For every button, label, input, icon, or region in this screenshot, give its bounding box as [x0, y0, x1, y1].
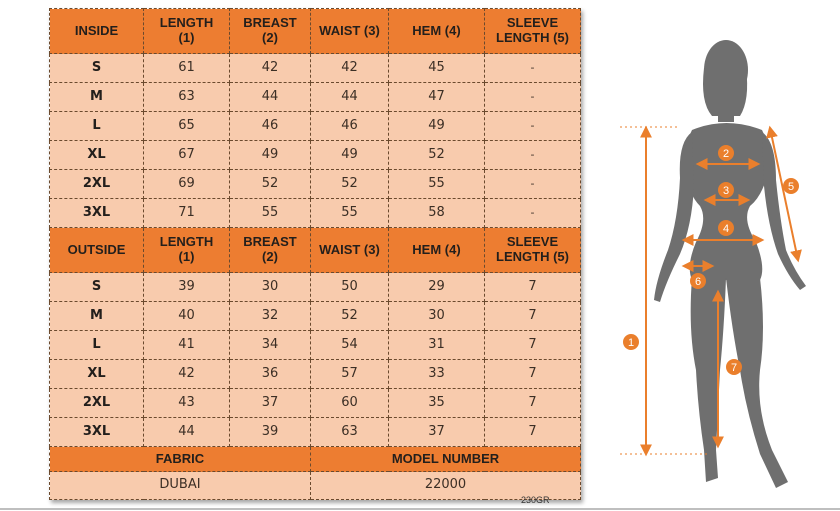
inside-value-cell: -	[485, 141, 581, 170]
size-chart-table	[49, 8, 581, 500]
outside-value-cell: 52	[311, 302, 389, 331]
outside-value-cell: 29	[389, 273, 485, 302]
marker-6	[690, 273, 706, 289]
inside-size-cell: M	[50, 83, 144, 112]
outside-value-cell: 39	[144, 273, 230, 302]
inside-value-cell: 45	[389, 54, 485, 83]
footer-value-row	[50, 472, 581, 500]
inside-size-cell: 2XL	[50, 170, 144, 199]
inside-value-cell: 55	[230, 199, 311, 228]
marker-2	[718, 145, 734, 161]
inside-value-cell: 44	[230, 83, 311, 112]
inside-header-cell: BREAST (2)	[230, 9, 311, 54]
svg-text:6: 6	[694, 276, 702, 288]
inside-value-cell: 55	[311, 199, 389, 228]
outside-value-cell: 43	[144, 389, 230, 418]
outside-value-cell: 7	[485, 331, 581, 360]
model-number-label: MODEL NUMBER	[311, 447, 581, 472]
inside-section	[50, 9, 581, 228]
outside-header-cell: LENGTH (1)	[144, 228, 230, 273]
outside-value-cell: 31	[389, 331, 485, 360]
outside-value-cell: 7	[485, 273, 581, 302]
inside-value-cell: 52	[389, 141, 485, 170]
inside-value-cell: 63	[144, 83, 230, 112]
outside-value-cell: 7	[485, 360, 581, 389]
outside-value-cell: 34	[230, 331, 311, 360]
outside-value-cell: 36	[230, 360, 311, 389]
outside-header-row	[50, 228, 581, 273]
outside-value-cell: 30	[389, 302, 485, 331]
outside-size-cell: XL	[50, 360, 144, 389]
inside-table-row	[50, 54, 581, 83]
outside-table-row	[50, 302, 581, 331]
outside-value-cell: 37	[230, 389, 311, 418]
inside-size-cell: S	[50, 54, 144, 83]
marker-1	[623, 334, 639, 350]
inside-value-cell: 46	[311, 112, 389, 141]
outside-value-cell: 44	[144, 418, 230, 447]
outside-value-cell: 7	[485, 389, 581, 418]
inside-header-cell: SLEEVE LENGTH (5)	[485, 9, 581, 54]
outside-value-cell: 39	[230, 418, 311, 447]
outside-header-cell: SLEEVE LENGTH (5)	[485, 228, 581, 273]
outside-size-cell: M	[50, 302, 144, 331]
inside-value-cell: 42	[230, 54, 311, 83]
svg-text:2: 2	[722, 148, 730, 160]
inside-table-row	[50, 141, 581, 170]
footer-header-row	[50, 447, 581, 472]
marker-5	[783, 178, 799, 194]
outside-header-cell: HEM (4)	[389, 228, 485, 273]
outside-value-cell: 7	[485, 418, 581, 447]
inside-value-cell: 52	[230, 170, 311, 199]
inside-value-cell: 49	[389, 112, 485, 141]
inside-size-cell: 3XL	[50, 199, 144, 228]
inside-value-cell: 65	[144, 112, 230, 141]
outside-value-cell: 41	[144, 331, 230, 360]
bottom-divider	[0, 508, 840, 510]
model-number-value: 22000	[311, 472, 581, 500]
outside-value-cell: 30	[230, 273, 311, 302]
outside-size-cell: L	[50, 331, 144, 360]
inside-value-cell: -	[485, 199, 581, 228]
outside-value-cell: 54	[311, 331, 389, 360]
inside-value-cell: 52	[311, 170, 389, 199]
inside-size-cell: L	[50, 112, 144, 141]
outside-size-cell: 3XL	[50, 418, 144, 447]
svg-text:1: 1	[627, 337, 635, 349]
inside-table-row	[50, 112, 581, 141]
outside-table-row	[50, 331, 581, 360]
outside-value-cell: 37	[389, 418, 485, 447]
inside-value-cell: 47	[389, 83, 485, 112]
marker-4	[718, 220, 734, 236]
fabric-value: DUBAI	[50, 472, 311, 500]
inside-value-cell: 69	[144, 170, 230, 199]
inside-value-cell: -	[485, 83, 581, 112]
inside-header-cell: WAIST (3)	[311, 9, 389, 54]
outside-value-cell: 40	[144, 302, 230, 331]
inside-value-cell: 71	[144, 199, 230, 228]
inside-value-cell: -	[485, 112, 581, 141]
outside-value-cell: 32	[230, 302, 311, 331]
inside-value-cell: 58	[389, 199, 485, 228]
outside-value-cell: 33	[389, 360, 485, 389]
inside-table-row	[50, 199, 581, 228]
body-measurement-figure	[600, 30, 830, 500]
outside-header-cell: BREAST (2)	[230, 228, 311, 273]
inside-value-cell: 44	[311, 83, 389, 112]
outside-value-cell: 63	[311, 418, 389, 447]
marker-3	[718, 182, 734, 198]
inside-value-cell: 67	[144, 141, 230, 170]
inside-header-cell: INSIDE	[50, 9, 144, 54]
outside-section	[50, 228, 581, 447]
outside-size-cell: 2XL	[50, 389, 144, 418]
inside-value-cell: 46	[230, 112, 311, 141]
marker-7	[726, 359, 742, 375]
product-code: 230GR	[521, 495, 550, 505]
inside-value-cell: 61	[144, 54, 230, 83]
outside-size-cell: S	[50, 273, 144, 302]
svg-text:7: 7	[730, 362, 738, 374]
inside-value-cell: 49	[311, 141, 389, 170]
inside-header-cell: HEM (4)	[389, 9, 485, 54]
outside-header-cell: OUTSIDE	[50, 228, 144, 273]
outside-table-row	[50, 273, 581, 302]
inside-size-cell: XL	[50, 141, 144, 170]
outside-value-cell: 42	[144, 360, 230, 389]
inside-value-cell: -	[485, 170, 581, 199]
outside-value-cell: 50	[311, 273, 389, 302]
outside-table-row	[50, 418, 581, 447]
outside-header-cell: WAIST (3)	[311, 228, 389, 273]
svg-text:4: 4	[722, 223, 730, 235]
inside-value-cell: 42	[311, 54, 389, 83]
outside-table-row	[50, 360, 581, 389]
inside-value-cell: 49	[230, 141, 311, 170]
outside-value-cell: 57	[311, 360, 389, 389]
inside-header-row	[50, 9, 581, 54]
outside-table-row	[50, 389, 581, 418]
inside-header-cell: LENGTH (1)	[144, 9, 230, 54]
woman-silhouette	[654, 40, 806, 488]
inside-value-cell: -	[485, 54, 581, 83]
outside-value-cell: 60	[311, 389, 389, 418]
inside-table-row	[50, 83, 581, 112]
footer-section	[50, 447, 581, 500]
outside-value-cell: 7	[485, 302, 581, 331]
svg-text:5: 5	[787, 181, 795, 193]
outside-value-cell: 35	[389, 389, 485, 418]
fabric-label: FABRIC	[50, 447, 311, 472]
svg-text:3: 3	[722, 185, 730, 197]
inside-value-cell: 55	[389, 170, 485, 199]
inside-table-row	[50, 170, 581, 199]
